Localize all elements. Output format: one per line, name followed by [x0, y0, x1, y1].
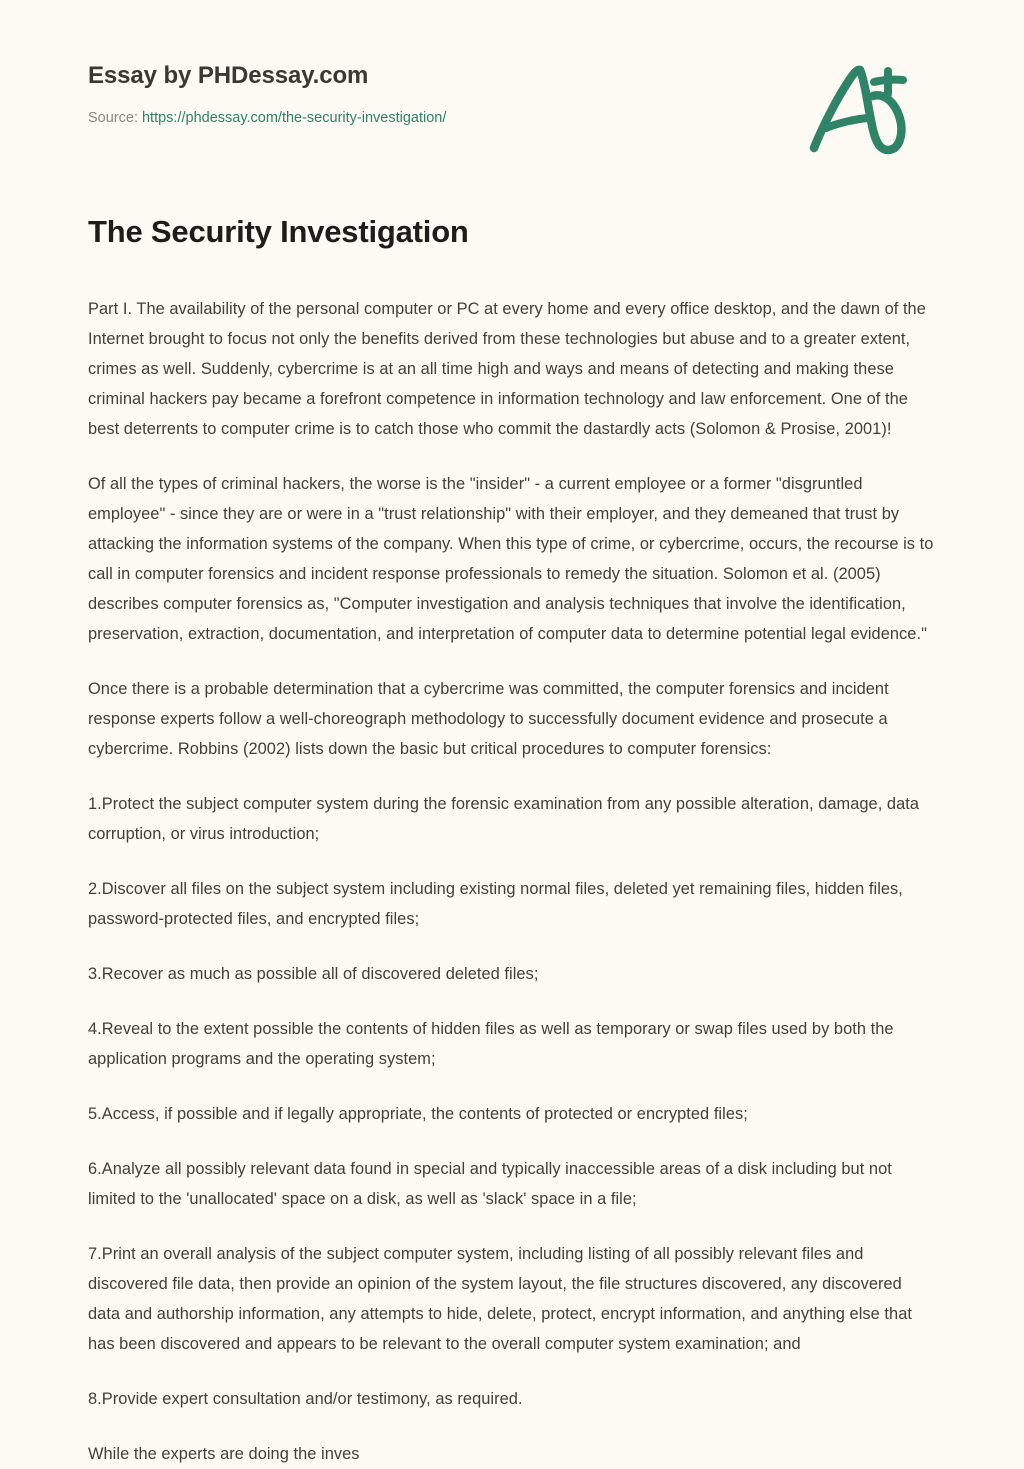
header-inner — [88, 62, 960, 162]
brand-block — [88, 62, 446, 128]
source-label: Source: — [88, 110, 138, 126]
brand-title: Essay by PHDessay.com — [88, 62, 369, 89]
procedure-item: 6.Analyze all possibly relevant data found in special and typically inaccessible areas of a disk including but not limited to the 'unallocated' space on a disk, as well as 'slack' space in a file; — [88, 1160, 892, 1208]
source-line — [88, 108, 446, 128]
page-title: The Security Investigation — [88, 214, 469, 249]
procedure-item: 4.Reveal to the extent possible the contents of hidden files as well as temporary or swap files used by both the application programs and the operating system; — [88, 1020, 894, 1068]
truncated-paragraph: While the experts are doing the inves — [88, 1445, 360, 1463]
site-header — [0, 0, 1024, 190]
article — [88, 212, 938, 1469]
procedure-item: 2.Discover all files on the subject system including existing normal files, deleted yet remaining files, hidden files, password-protected files, and encrypted files; — [88, 880, 903, 928]
paragraph: Once there is a probable determination that a cybercrime was committed, the computer forensics and incident response experts follow a well-choreograph methodology to successfully document evidence and prosecute a cybercrime. Robbins (2002) lists down the basic but critical procedures to computer forensics: — [88, 680, 889, 758]
paragraph: Part I. The availability of the personal computer or PC at every home and every office desktop, and the dawn of the Internet brought to focus not only the benefits derived from these technologies but abuse and to a greater extent, crimes as well. Suddenly, cybercrime is at an all time high and ways and means of detecting and making these criminal hackers pay became a forefront competence in information technology and law enforcement. One of the best deterrents to computer crime is to catch those who commit the dastardly acts (Solomon & Prosise, 2001)! — [88, 300, 926, 438]
procedure-item: 7.Print an overall analysis of the subject computer system, including listing of all possibly relevant files and discovered file data, then provide an opinion of the system layout, the file structures discovered, any discovered data and authorship information, any attempts to hide, delete, protect, encrypt information, and anything else that has been discovered and appears to be relevant to the overall computer system examination; and — [88, 1245, 912, 1353]
a-plus-grade-icon — [800, 58, 916, 162]
procedure-item: 5.Access, if possible and if legally appropriate, the contents of protected or encrypted files; — [88, 1105, 748, 1123]
source-url-link[interactable]: https://phdessay.com/the-security-investigation/ — [141, 110, 447, 126]
paragraph: Of all the types of criminal hackers, the worse is the "insider" - a current employee or a former "disgruntled employee" - since they are or were in a "trust relationship" with their employer, and they demeaned that trust by attacking the information systems of the company. When this type of crime, or cybercrime, occurs, the recourse is to call in computer forensics and incident response professionals to remedy the situation. Solomon et al. (2005) describes computer forensics as, "Computer investigation and analysis techniques that involve the identification, preservation, extraction, documentation, and interpretation of computer data to determine potential legal evidence." — [88, 475, 934, 643]
procedure-item: 1.Protect the subject computer system during the forensic examination from any possible alteration, damage, data corruption, or virus introduction; — [88, 795, 920, 843]
procedure-item: 8.Provide expert consultation and/or testimony, as required. — [88, 1390, 523, 1408]
article-body — [88, 294, 938, 1469]
procedure-item: 3.Recover as much as possible all of discovered deleted files; — [88, 965, 539, 983]
